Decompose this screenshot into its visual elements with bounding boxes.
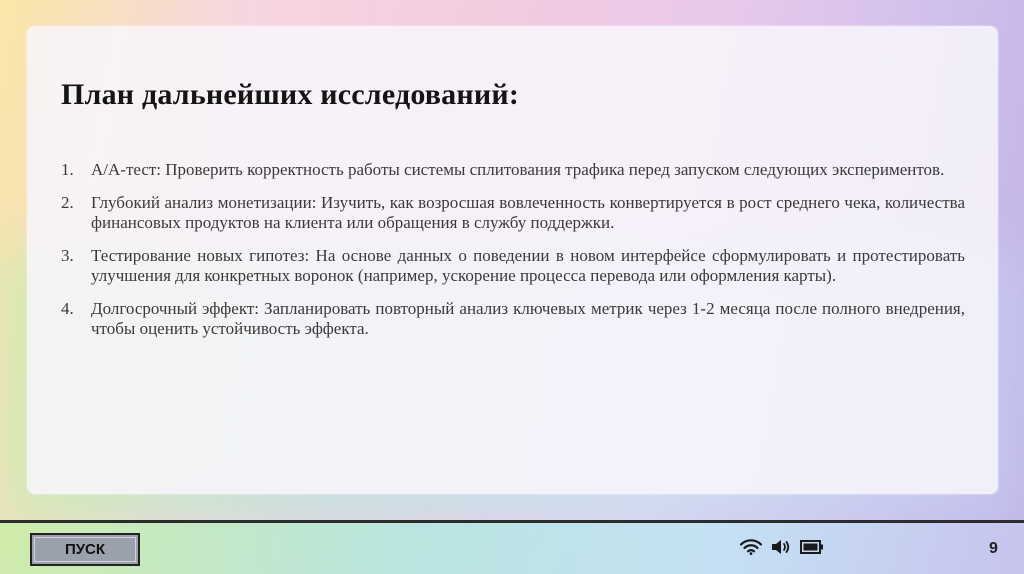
list-item-text: Долгосрочный эффект: Запланировать повторный анализ ключевых метрик через 1-2 месяца после полного внедрения, чтобы оценить устойчивость эффекта. xyxy=(91,299,965,338)
list-item-text: Тестирование новых гипотез: На основе данных о поведении в новом интерфейсе сформулировать и протестировать улучшения для конкретных воронок (например, ускорение процесса перевода или оформления карты). xyxy=(91,246,965,285)
slide-title: План дальнейших исследований: xyxy=(61,78,520,111)
speaker-icon[interactable] xyxy=(771,539,791,555)
research-plan-list xyxy=(61,160,965,352)
battery-icon[interactable] xyxy=(800,540,824,554)
list-item-number: 1. xyxy=(61,160,74,179)
system-tray xyxy=(740,539,824,555)
page-number: 9 xyxy=(989,540,998,557)
list-item-number: 4. xyxy=(61,299,74,318)
list-item-number: 3. xyxy=(61,246,74,265)
list-item xyxy=(61,160,965,180)
list-item-text: А/А-тест: Проверить корректность работы системы сплитования трафика перед запуском следующих экспериментов. xyxy=(91,160,945,179)
list-item xyxy=(61,299,965,339)
slide-card xyxy=(27,26,998,494)
list-item-text: Глубокий анализ монетизации: Изучить, как возросшая вовлеченность конвертируется в рост среднего чека, количества финансовых продуктов на клиента или обращения в службу поддержки. xyxy=(91,193,965,232)
list-item xyxy=(61,193,965,233)
wifi-icon[interactable] xyxy=(740,539,762,555)
list-item xyxy=(61,246,965,286)
start-button[interactable]: ПУСК xyxy=(30,533,140,566)
taskbar xyxy=(0,523,1024,574)
list-item-number: 2. xyxy=(61,193,74,212)
